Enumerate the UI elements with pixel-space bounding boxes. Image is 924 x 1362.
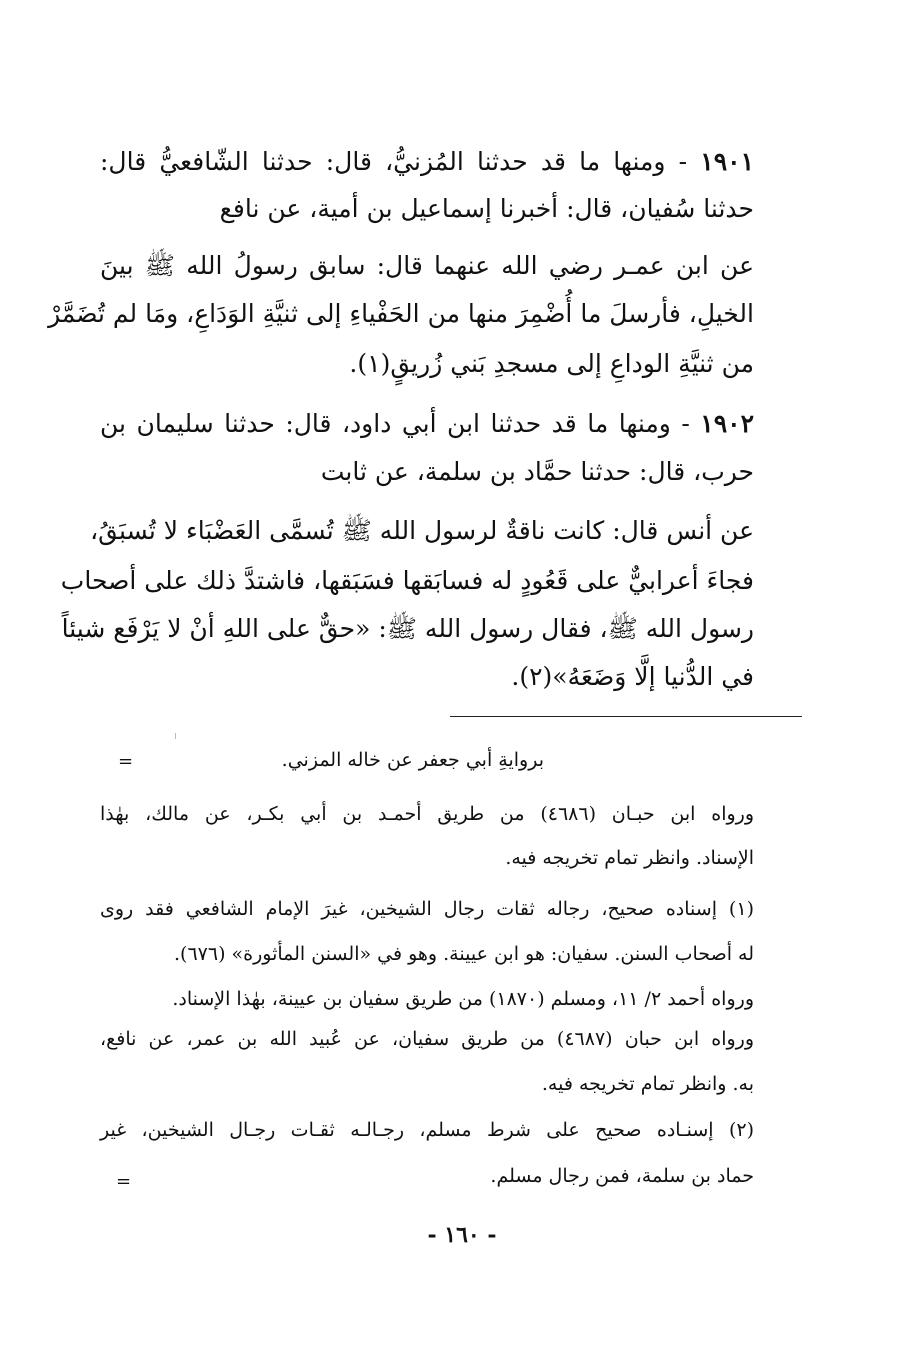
hadith-1901-matn-line-2: الخيلِ، فأرسلَ ما أُضْمِرَ منها من الحَفْياءِ إلى ثنيَّةِ الوَدَاعِ، ومَا لم تُضَمَّرْ [48, 299, 754, 328]
hadith-1901-matn-line-3: من ثنيَّةِ الوداعِ إلى مسجدِ بَني زُريقٍ(١). [349, 349, 754, 378]
hadith-number: ١٩٠١ [700, 147, 754, 176]
footnote-separator [450, 716, 802, 717]
scan-speck [175, 733, 176, 739]
hadith-1901-matn-line-1: عن ابن عمـر رضي الله عنهما قال: سابق رسولُ الله ﷺ بينَ [100, 251, 754, 280]
footnote-line-5: له أصحاب السنن. سفيان: هو ابن عيينة. وهو في «السنن المأثورة» (٦٧٦). [173, 943, 754, 965]
footnote-line-10: حماد بن سلمة، فمن رجال مسلم. [490, 1165, 754, 1187]
footnote-line-6: ورواه أحمد ٢/ ١١، ومسلم (١٨٧٠) من طريق سفيان بن عيينة، بهٰذا الإسناد. [172, 988, 754, 1010]
hadith-1901-isnad-line-1: ١٩٠١ - ومنها ما قد حدثنا المُزنيُّ، قال: حدثنا الشّافعيُّ قال: [100, 147, 754, 176]
footnote-line-9: (٢) إسنـاده صحيح على شرط مسلم، رجـالـه ثقـات رجـال الشيخين، غير [100, 1119, 754, 1141]
hadith-1902-matn-line-1: عن أنس قال: كانت ناقةٌ لرسول الله ﷺ تُسمَّى العَضْبَاء لا تُسبَقُ، [90, 516, 754, 545]
footnote-line-2: ورواه ابن حبـان (٤٦٨٦) من طريق أحمـد بن أبي بكـر، عن مالك، بهٰذا [100, 803, 754, 825]
footnote-continuation-mark: = [118, 751, 134, 772]
footnote-end-mark: = [116, 1171, 132, 1192]
hadith-1902-matn-line-4: في الدُّنيا إلَّا وَضَعَهُ»(٢). [511, 662, 754, 691]
hadith-1901-isnad-line-2: حدثنا سُفيان، قال: أخبرنا إسماعيل بن أمية، عن نافع [219, 194, 754, 223]
footnote-line-3: الإسناد. وانظر تمام تخريجه فيه. [505, 847, 754, 869]
hadith-1902-matn-line-2: فجاءَ أعرابيٌّ على قَعُودٍ له فسابَقها فسَبَقها، فاشتدَّ ذلك على أصحاب [60, 566, 754, 595]
footnote-line-4: (١) إسناده صحيح، رجاله ثقات رجال الشيخين، غيرَ الإمام الشافعي فقد روى [100, 898, 754, 920]
page-number: - ١٦٠ - [427, 1222, 497, 1248]
hadith-number: ١٩٠٢ [700, 409, 754, 438]
hadith-1902-isnad-line-2: حرب، قال: حدثنا حمَّاد بن سلمة، عن ثابت [320, 457, 754, 486]
hadith-1902-isnad-line-1: ١٩٠٢ - ومنها ما قد حدثنا ابن أبي داود، قال: حدثنا سليمان بن [100, 409, 754, 438]
footnote-line-8: به. وانظر تمام تخريجه فيه. [541, 1073, 754, 1095]
footnote-line-1: بروايةِ أبي جعفر عن خاله المزني. [281, 749, 544, 771]
hadith-1902-matn-line-3: رسول الله ﷺ، فقال رسول الله ﷺ: «حقٌّ على اللهِ أنْ لا يَرْفَع شيئاً [61, 614, 754, 643]
footnote-line-7: ورواه ابن حبان (٤٦٨٧) من طريق سفيان، عن عُبيد الله بن عمر، عن نافع، [100, 1028, 754, 1050]
